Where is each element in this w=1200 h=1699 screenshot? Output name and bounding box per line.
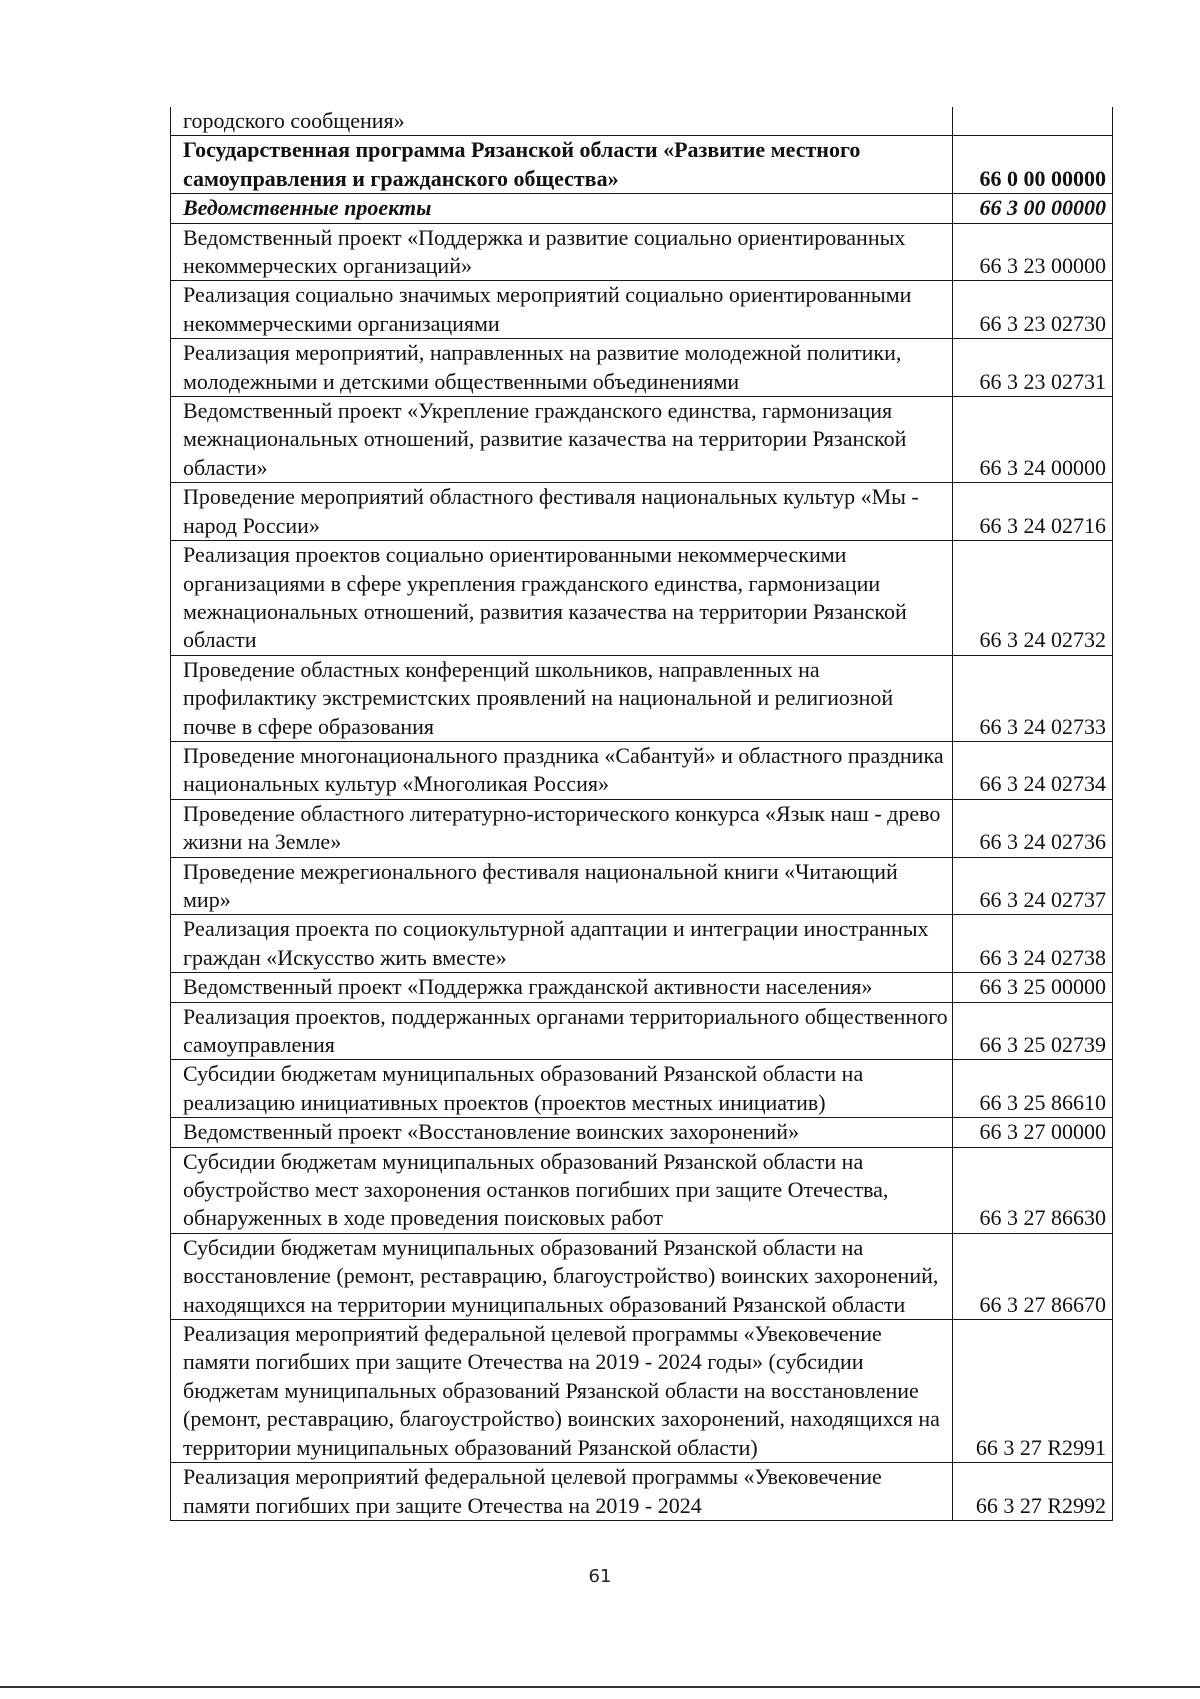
row-code: 66 3 24 02737 (953, 857, 1113, 915)
table-row-program (171, 136, 1113, 194)
row-name: Реализация мероприятий, направленных на развитие молодежной политики, молодежными и детскими общественными объединениями (171, 339, 953, 397)
table-row (171, 1320, 1113, 1463)
row-code: 66 3 25 00000 (953, 973, 1113, 1002)
row-name: Ведомственные проекты (171, 194, 953, 223)
page-number: 61 (588, 1566, 612, 1587)
footer-divider (0, 1686, 1200, 1688)
table-row (171, 339, 1113, 397)
table-row (171, 1233, 1113, 1319)
table-row (171, 915, 1113, 973)
row-code: 66 3 27 R2992 (953, 1463, 1113, 1521)
row-code: 66 3 24 02716 (953, 483, 1113, 541)
row-code: 66 3 23 00000 (953, 223, 1113, 281)
table-row (171, 1002, 1113, 1060)
table-row-section (171, 194, 1113, 223)
row-code: 66 3 24 02732 (953, 541, 1113, 656)
table-row (171, 857, 1113, 915)
row-code: 66 3 23 02730 (953, 281, 1113, 339)
row-code: 66 0 00 00000 (953, 136, 1113, 194)
table-row (171, 1147, 1113, 1233)
row-code: 66 3 25 02739 (953, 1002, 1113, 1060)
row-name: Субсидии бюджетам муниципальных образований Рязанской области на восстановление (ремонт, реставрацию, благоустройство) воинских захоронений, находящихся на территории муниципальных образований Рязанской области (171, 1233, 953, 1319)
row-code: 66 3 24 02736 (953, 799, 1113, 857)
row-name: Реализация проектов, поддержанных органами территориального общественного самоуправления (171, 1002, 953, 1060)
row-name: Проведение мероприятий областного фестиваля национальных культур «Мы - народ России» (171, 483, 953, 541)
row-code: 66 3 27 86670 (953, 1233, 1113, 1319)
budget-classification-table (170, 107, 1113, 1521)
row-name: Ведомственный проект «Поддержка гражданской активности населения» (171, 973, 953, 1002)
row-name: Реализация проекта по социокультурной адаптации и интеграции иностранных граждан «Искусство жить вместе» (171, 915, 953, 973)
row-code: 66 3 27 00000 (953, 1118, 1113, 1147)
table-row (171, 973, 1113, 1002)
row-name: городского сообщения» (171, 107, 953, 136)
row-name: Реализация мероприятий федеральной целевой программы «Увековечение памяти погибших при защите Отечества на 2019 - 2024 годы» (субсидии бюджетам муниципальных образований Рязанской области на восстановление (ремонт, реставрацию, благоустройство) воинских захоронений, находящихся на территории муниципальных образований Рязанской области) (171, 1320, 953, 1463)
row-name: Реализация проектов социально ориентированными некоммерческими организациями в сфере укрепления гражданского единства, гармонизации межнациональных отношений, развития казачества на территории Рязанской области (171, 541, 953, 656)
row-code (953, 107, 1113, 136)
table-row (171, 107, 1113, 136)
row-code: 66 3 00 00000 (953, 194, 1113, 223)
row-name: Реализация мероприятий федеральной целевой программы «Увековечение памяти погибших при защите Отечества на 2019 - 2024 (171, 1463, 953, 1521)
row-name: Субсидии бюджетам муниципальных образований Рязанской области на реализацию инициативных проектов (проектов местных инициатив) (171, 1060, 953, 1118)
table-row (171, 223, 1113, 281)
table-row (171, 541, 1113, 656)
table-row (171, 1060, 1113, 1118)
row-name: Проведение многонационального праздника «Сабантуй» и областного праздника национальных культур «Многоликая Россия» (171, 741, 953, 799)
table-row (171, 281, 1113, 339)
row-name: Ведомственный проект «Восстановление воинских захоронений» (171, 1118, 953, 1147)
row-name: Субсидии бюджетам муниципальных образований Рязанской области на обустройство мест захоронения останков погибших при защите Отечества, обнаруженных в ходе проведения поисковых работ (171, 1147, 953, 1233)
row-name: Проведение межрегионального фестиваля национальной книги «Читающий мир» (171, 857, 953, 915)
row-name: Ведомственный проект «Поддержка и развитие социально ориентированных некоммерческих организаций» (171, 223, 953, 281)
row-code: 66 3 24 02733 (953, 655, 1113, 741)
table-row (171, 655, 1113, 741)
row-code: 66 3 24 02738 (953, 915, 1113, 973)
row-code: 66 3 27 86630 (953, 1147, 1113, 1233)
row-name: Проведение областных конференций школьников, направленных на профилактику экстремистских проявлений на национальной и религиозной почве в сфере образования (171, 655, 953, 741)
row-name: Государственная программа Рязанской области «Развитие местного самоуправления и гражданского общества» (171, 136, 953, 194)
row-code: 66 3 27 R2991 (953, 1320, 1113, 1463)
table-row (171, 1118, 1113, 1147)
table-row (171, 1463, 1113, 1521)
row-code: 66 3 24 02734 (953, 741, 1113, 799)
row-name: Ведомственный проект «Укрепление гражданского единства, гармонизация межнациональных отношений, развитие казачества на территории Рязанской области» (171, 397, 953, 483)
table-row (171, 397, 1113, 483)
row-code: 66 3 23 02731 (953, 339, 1113, 397)
row-name: Проведение областного литературно-исторического конкурса «Язык наш - древо жизни на Земле» (171, 799, 953, 857)
row-code: 66 3 25 86610 (953, 1060, 1113, 1118)
row-name: Реализация социально значимых мероприятий социально ориентированными некоммерческими организациями (171, 281, 953, 339)
table-row (171, 483, 1113, 541)
table-row (171, 799, 1113, 857)
table-row (171, 741, 1113, 799)
row-code: 66 3 24 00000 (953, 397, 1113, 483)
